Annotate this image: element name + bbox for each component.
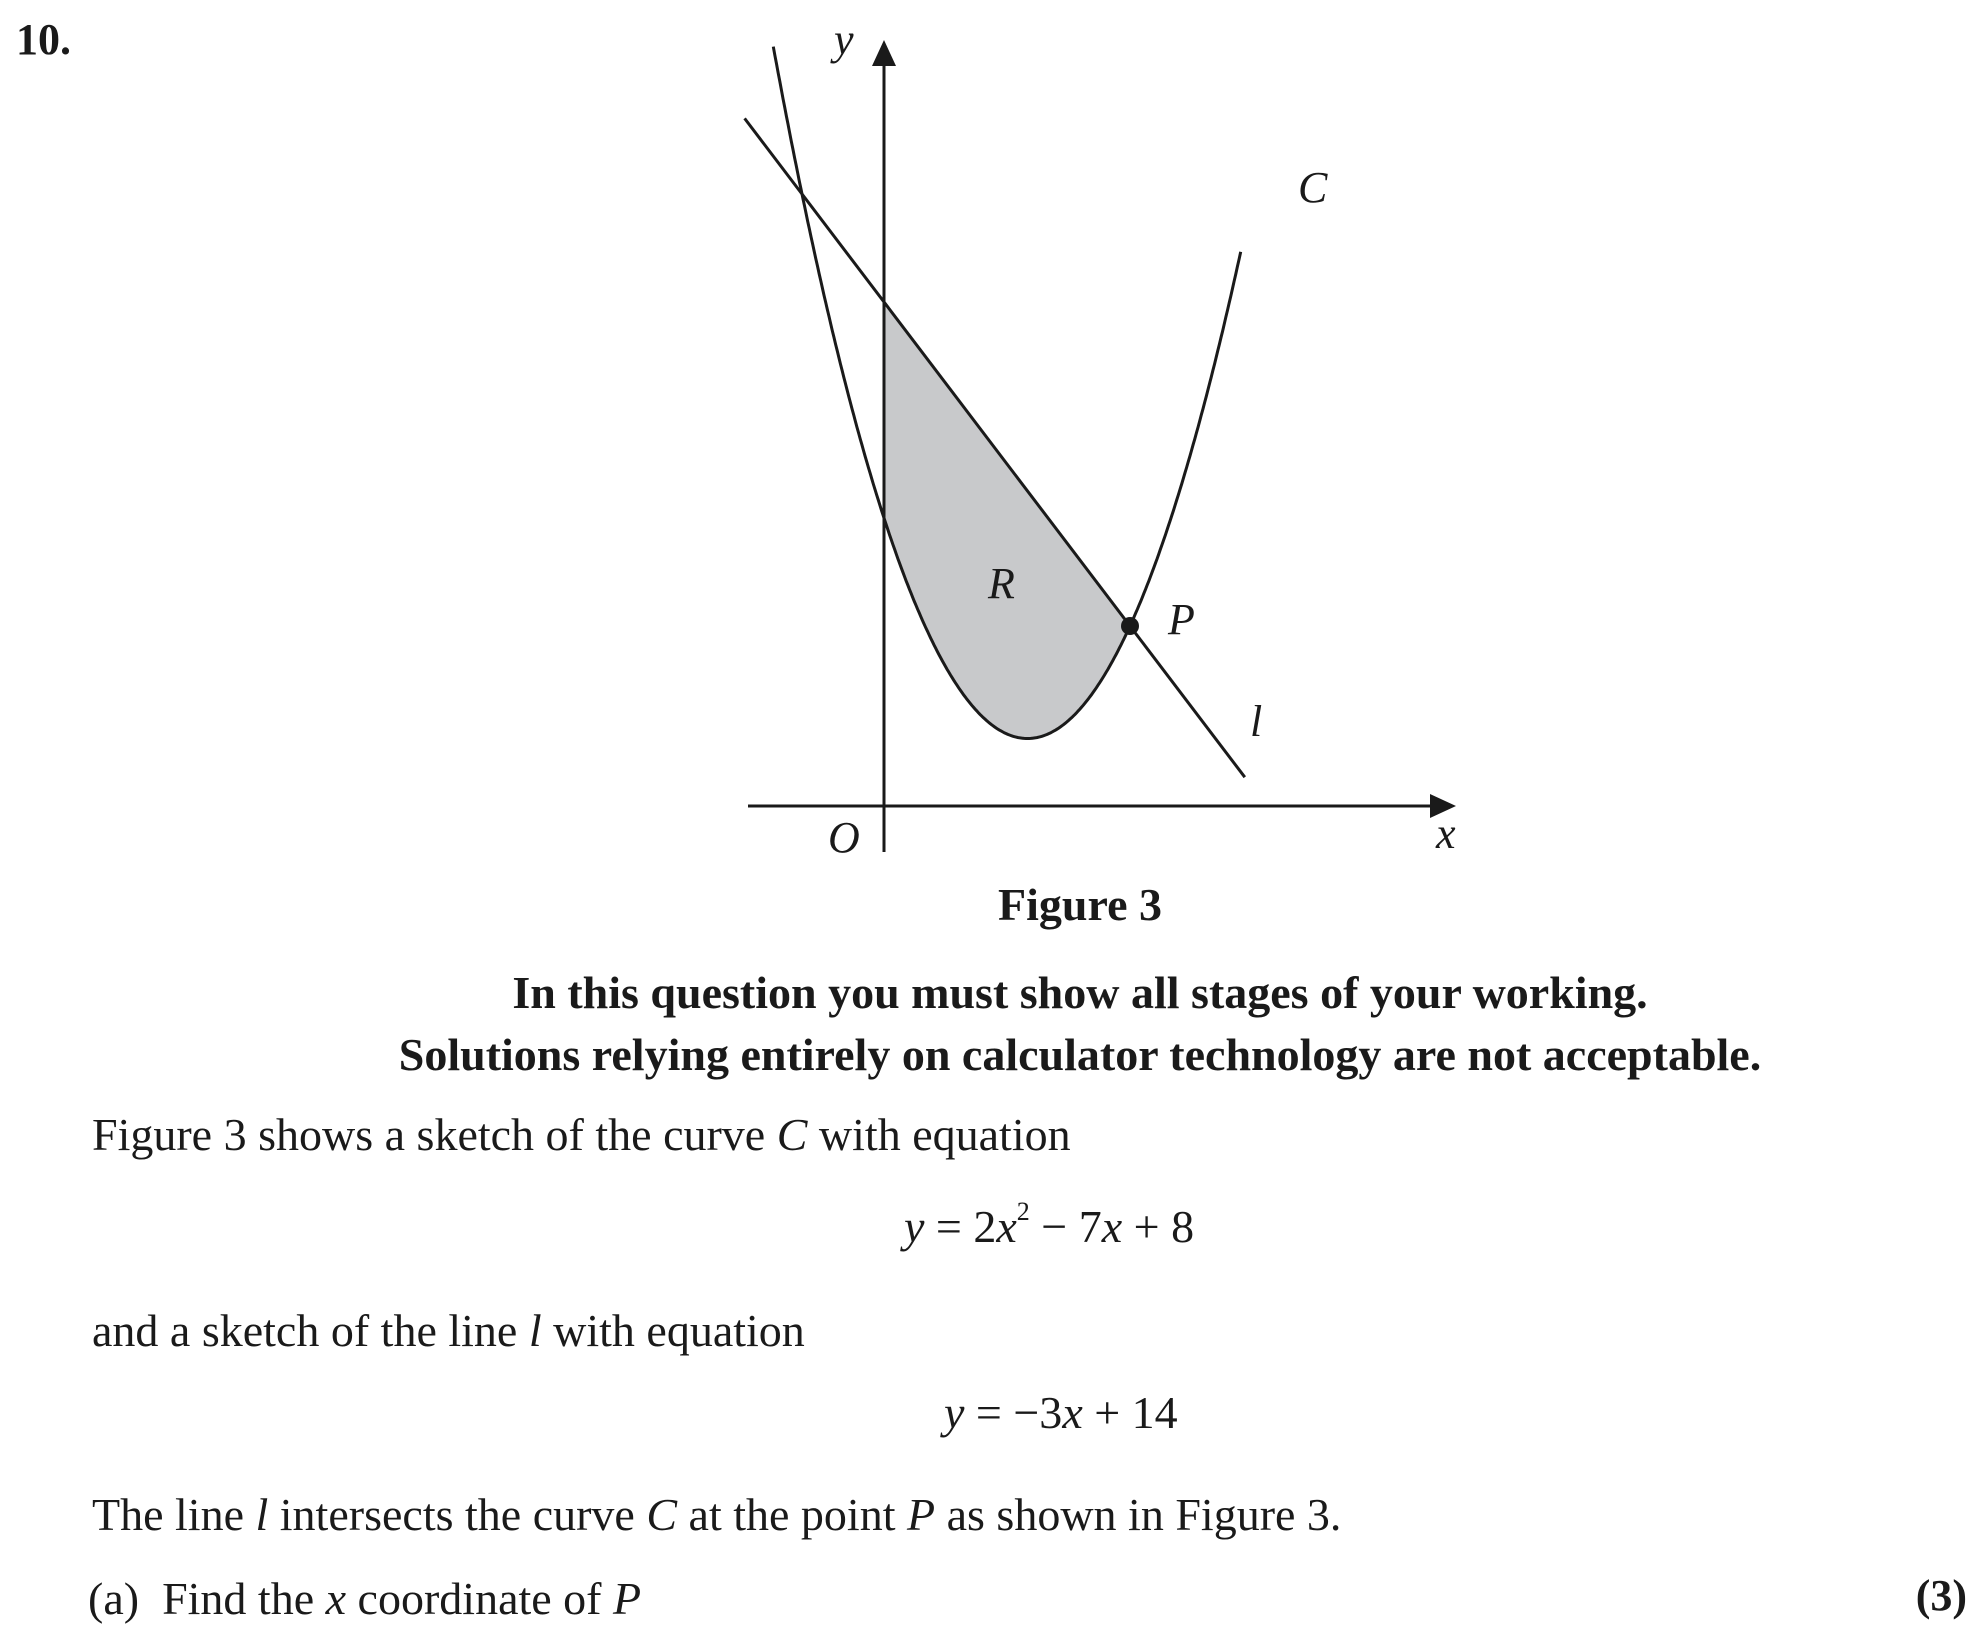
instruction-line-2: Solutions relying entirely on calculator technology are not acceptable. <box>398 1029 1762 1080</box>
part-a-question: (a) Find the x coordinate of P <box>88 1573 642 1624</box>
curve-label: C <box>1298 163 1328 212</box>
y-axis-arrowhead <box>872 40 896 66</box>
question-number: 10. <box>16 15 71 64</box>
part-a-marks: (3) <box>1915 1571 1967 1620</box>
figure-caption: Figure 3 <box>998 879 1162 930</box>
curve-equation: $y = 2x^2 - 7x + 8$ <box>904 1197 1195 1252</box>
x-axis-label: x <box>1436 809 1456 858</box>
origin-label: O <box>828 813 860 862</box>
instruction-line-1: In this question you must show all stages of your working. <box>512 967 1648 1018</box>
intersection-text: The line l intersects the curve C at the point P as shown in Figure 3. <box>92 1489 1342 1540</box>
line-intro-text: and a sketch of the line l with equation <box>92 1305 805 1356</box>
region-label: R <box>988 559 1015 608</box>
line-label: l <box>1250 697 1263 746</box>
shaded-region-r <box>884 302 1130 739</box>
line-equation: y = −3x + 14 <box>944 1387 1178 1438</box>
point-label: P <box>1168 595 1195 644</box>
y-axis-label: y <box>834 15 854 64</box>
intro-text: Figure 3 shows a sketch of the curve C with equation <box>92 1109 1071 1160</box>
point-p-marker <box>1121 617 1139 635</box>
